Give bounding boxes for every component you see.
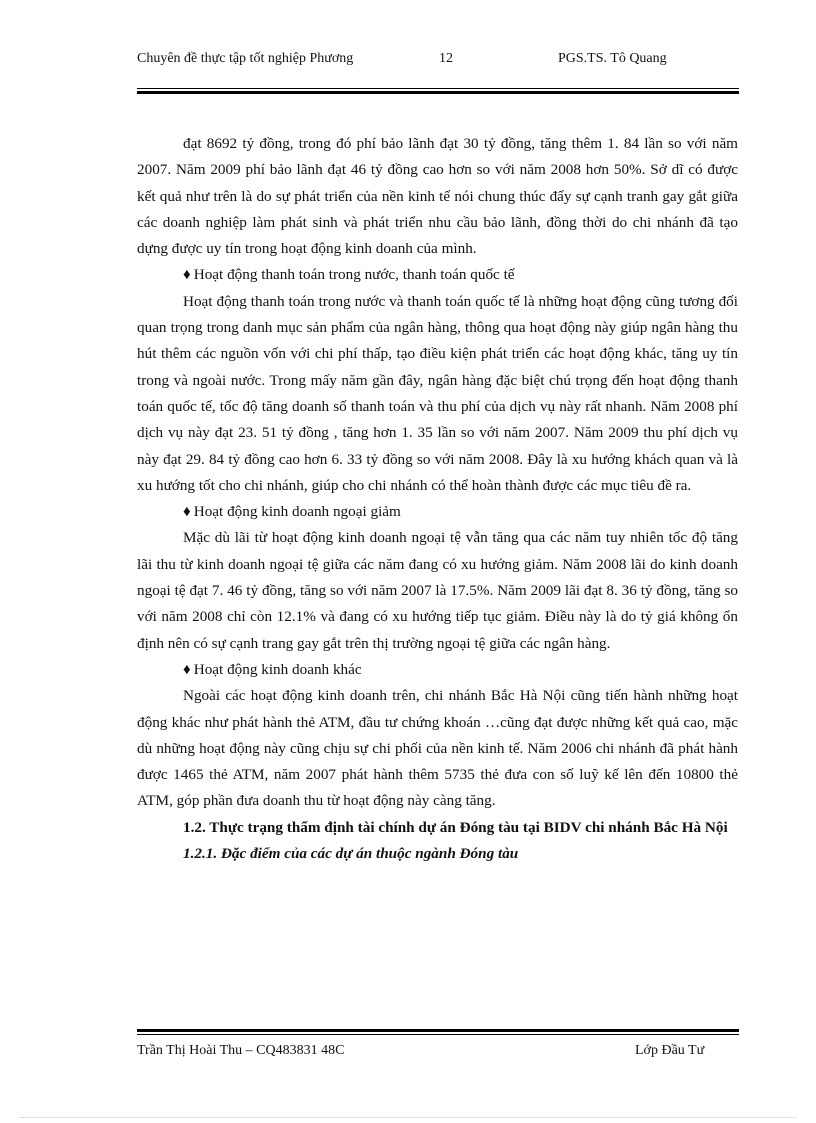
- bullet-foreign-exchange: [137, 499, 738, 525]
- footer-student-info: Trần Thị Hoài Thu – CQ483831 48C: [137, 1043, 345, 1058]
- header-document-title: Chuyên đề thực tập tốt nghiệp Phương: [137, 51, 354, 66]
- bullet-payment: [137, 262, 738, 288]
- header-author: PGS.TS. Tô Quang: [558, 51, 667, 66]
- diamond-bullet-icon: ♦: [183, 266, 191, 284]
- diamond-bullet-icon: ♦: [183, 660, 191, 678]
- bullet-label: Hoạt động kinh doanh ngoại giảm: [193, 503, 401, 521]
- section-subheading-1-2-1: 1.2.1. Đặc điểm của các dự án thuộc ngành Đóng tàu: [183, 845, 519, 863]
- header-page-number: 12: [439, 51, 453, 66]
- paragraph-foreign-exchange: Mặc dù lãi từ hoạt động kinh doanh ngoại tệ vẫn tăng qua các năm tuy nhiên tốc độ tăng lãi thu từ kinh doanh ngoại tệ giữa các năm đang có xu hướng giảm. Năm 2008 lãi do kinh doanh ngoại tệ đạt 7. 46 tỷ đồng, tăng so với năm 2007 là 17.5%. Năm 2009 lãi đạt 8. 36 tỷ đồng, tăng so với năm 2008 chỉ còn 12.1% và đang có xu hướng tiếp tục giảm. Điều này là do tỷ giá không ổn định nên có sự cạnh trang gay gắt trên thị trường ngoại tệ giữa các ngân hàng.: [137, 529, 738, 652]
- page-header: [137, 50, 739, 92]
- bullet-label: Hoạt động thanh toán trong nước, thanh toán quốc tế: [193, 266, 515, 284]
- header-rule-thick: [137, 91, 739, 94]
- paragraph-payment: Hoạt động thanh toán trong nước và thanh toán quốc tế là những hoạt động cũng tương đối quan trọng trong danh mục sản phẩm của ngân hàng, thông qua hoạt động này giúp ngân hàng thu hút thêm các nguồn vốn với chi phí thấp, tạo điều kiện phát triển các hoạt động khác, tăng uy tín trong và ngoài nước. Trong mấy năm gần đây, ngân hàng đặc biệt chú trọng đến hoạt động thanh toán quốc tế, tốc độ tăng doanh số thanh toán và thu phí của dịch vụ này rất nhanh. Năm 2008 phí dịch vụ này đạt 23. 51 tỷ đồng , tăng hơn 1. 35 lần so với năm 2007. Năm 2009 thu phí dịch vụ này đạt 29. 84 tỷ đồng cao hơn 6. 33 tỷ đồng so với năm 2008. Đây là xu hướng khách quan và là xu hướng tốt cho chi nhánh, giúp cho chi nhánh có thể hoàn thành được các mục tiêu đề ra.: [137, 292, 738, 494]
- header-rule-thin: [137, 88, 739, 89]
- paragraph-guarantee-continued: đạt 8692 tỷ đồng, trong đó phí bảo lãnh đạt 30 tỷ đồng, tăng thêm 1. 84 lần so với năm 2007. Năm 2009 phí bảo lãnh đạt 46 tỷ đồng cao hơn so với năm 2008 hơn 50%. Sở dĩ có được kết quả như trên là do sự phát triển của nền kinh tế nói chung thúc đẩy sự cạnh tranh gay gắt giữa các doanh nghiệp làm phát sinh và phát triển nhu cầu bảo lãnh, đồng thời do chi nhánh đã tạo dựng được uy tín trong hoạt động kinh doanh của mình.: [137, 135, 738, 258]
- document-body: [137, 131, 738, 867]
- diamond-bullet-icon: ♦: [183, 503, 191, 521]
- footer-rule-thin: [137, 1034, 739, 1035]
- footer-rule-thick: [137, 1029, 739, 1032]
- bullet-label: Hoạt động kinh doanh khác: [193, 660, 362, 678]
- bullet-other-business: [137, 657, 738, 683]
- page-bottom-edge: [20, 1117, 796, 1118]
- section-heading-1-2: 1.2. Thực trạng thẩm định tài chính dự án Đóng tàu tại BIDV chi nhánh Bắc Hà Nội: [183, 818, 728, 836]
- paragraph-other-business: Ngoài các hoạt động kinh doanh trên, chi nhánh Bắc Hà Nội cũng tiến hành những hoạt động khác như phát hành thẻ ATM, đầu tư chứng khoán …cũng đạt được những kết quả cao, mặc dù những hoạt động này cũng chịu sự chi phối của nền kinh tế. Năm 2006 chi nhánh đã phát hành được 1465 thẻ ATM, năm 2007 phát hành thêm 5735 thẻ đưa con số luỹ kế lên đến 10800 thẻ ATM, góp phần đưa doanh thu từ hoạt động này càng tăng.: [137, 687, 738, 810]
- footer-class-name: Lớp Đầu Tư: [635, 1043, 705, 1058]
